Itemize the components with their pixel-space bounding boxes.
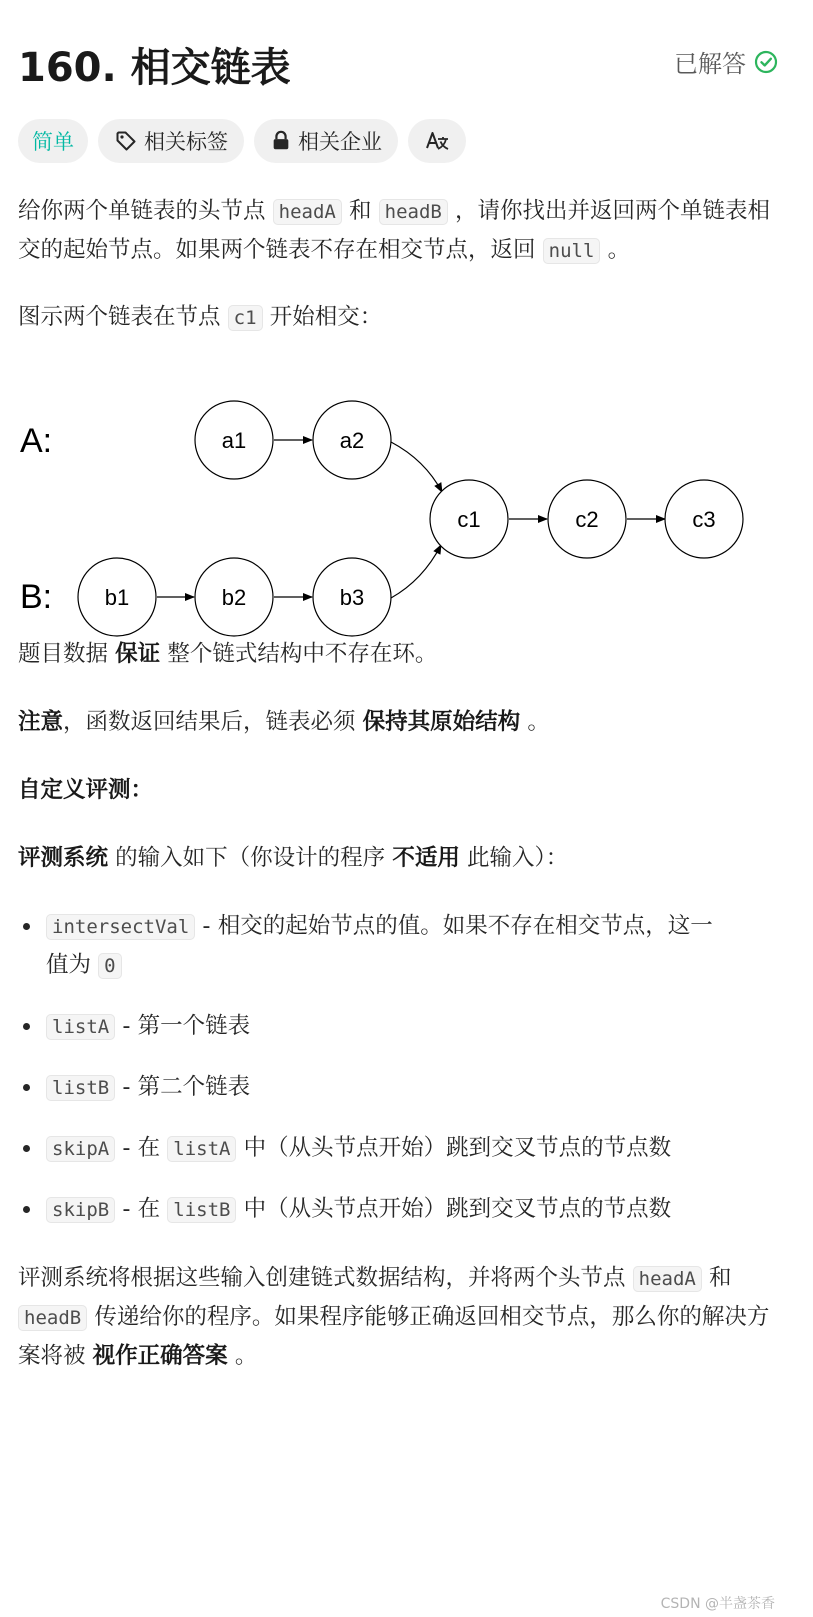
inline-code: listB	[167, 1197, 236, 1223]
related-companies-button[interactable]	[254, 119, 398, 163]
list-item	[18, 1007, 718, 1046]
final-paragraph	[18, 1259, 788, 1375]
related-tags-label: 相关标签	[144, 130, 228, 154]
text: 整个链式结构中不存在环。	[160, 641, 438, 667]
inline-code: c1	[228, 305, 263, 331]
list-b-label: B:	[20, 578, 53, 616]
node-label: b2	[221, 585, 247, 610]
bold-text: 视作正确答案	[92, 1343, 228, 1369]
inline-code: null	[543, 238, 601, 264]
text: 中（从头节点开始）跳到交叉节点的节点数	[236, 1196, 672, 1222]
inline-code: headB	[18, 1305, 87, 1331]
text: - 在	[115, 1135, 168, 1161]
inline-code: intersectVal	[46, 914, 195, 940]
text: 的输入如下（你设计的程序	[108, 845, 393, 871]
translate-button[interactable]	[408, 119, 466, 163]
edge-b3-c1	[391, 545, 441, 598]
problem-header	[18, 30, 778, 100]
bold-text: 保证	[115, 641, 161, 667]
bold-text: 不适用	[392, 845, 460, 871]
inline-code: listA	[167, 1136, 236, 1162]
inline-code: headA	[633, 1266, 702, 1292]
problem-title: 160. 相交链表	[18, 45, 291, 91]
desc-paragraph-2	[18, 298, 788, 337]
bold-text: 注意	[18, 709, 64, 735]
solved-status	[674, 44, 778, 79]
inline-code: listB	[46, 1075, 115, 1101]
node-label: a1	[221, 428, 247, 453]
custom-judge-intro	[18, 839, 788, 877]
text: 评测系统将根据这些输入创建链式数据结构，并将两个头节点	[18, 1265, 633, 1291]
text: 中（从头节点开始）跳到交叉节点的节点数	[236, 1135, 672, 1161]
node-label: b1	[104, 585, 130, 610]
text: 此输入）：	[459, 845, 569, 871]
node-label: c1	[457, 507, 481, 532]
text: - 在	[115, 1196, 168, 1222]
list-item	[18, 1129, 718, 1168]
text: 图示两个链表在节点	[18, 304, 228, 330]
lock-icon	[270, 130, 292, 152]
bold-text: 保持其原始结构	[362, 709, 521, 735]
node-label: c3	[692, 507, 716, 532]
input-list	[18, 907, 718, 1229]
text: 开始相交：	[262, 304, 383, 330]
text: - 第一个链表	[115, 1013, 251, 1039]
text: 和	[701, 1265, 732, 1291]
edge-a2-c1	[391, 442, 442, 492]
text: 。	[227, 1343, 258, 1369]
bold-text: 评测系统	[18, 845, 109, 871]
watermark: CSDN @半盏茶香	[660, 1596, 775, 1612]
text: 。	[600, 237, 631, 263]
solved-label: 已解答	[674, 50, 746, 78]
inline-code: skipA	[46, 1136, 115, 1162]
list-item	[18, 907, 718, 985]
difficulty-label: 简单	[32, 130, 74, 154]
inline-code: skipB	[46, 1197, 115, 1223]
node-label: b3	[339, 585, 365, 610]
related-companies-label: 相关企业	[298, 130, 382, 154]
check-circle-icon	[754, 50, 778, 74]
problem-description	[18, 192, 788, 1375]
tag-icon	[114, 129, 138, 153]
text: ，请你找出并返回两个单链表相交的起始节点。如果两个链表不存在相交节点，返回	[18, 198, 771, 263]
text: 题目数据	[18, 641, 116, 667]
text: 给你两个单链表的头节点	[18, 198, 273, 224]
inline-code: headA	[273, 199, 342, 225]
text: 和	[341, 198, 379, 224]
text: - 第二个链表	[115, 1074, 251, 1100]
desc-paragraph-1	[18, 192, 788, 270]
bold-text: 自定义评测：	[18, 777, 154, 803]
tag-bar	[18, 119, 466, 163]
node-label: c2	[575, 507, 599, 532]
list-a-label: A:	[20, 422, 53, 460]
difficulty-tag[interactable]	[18, 119, 88, 163]
text: ，函数返回结果后，链表必须	[63, 709, 363, 735]
note-paragraph	[18, 703, 788, 741]
inline-code: listA	[46, 1014, 115, 1040]
text: - 相交的起始节点的值。如果不存在相交节点，这一值为	[46, 913, 713, 978]
custom-judge-heading	[18, 771, 788, 809]
related-tags-button[interactable]	[98, 119, 244, 163]
linked-list-diagram	[10, 392, 790, 652]
inline-code: headB	[379, 199, 448, 225]
inline-code: 0	[98, 953, 121, 979]
node-label: a2	[339, 428, 365, 453]
list-item	[18, 1190, 718, 1229]
text: 。	[520, 709, 550, 735]
list-item	[18, 1068, 718, 1107]
text: 传递给你的程序。如果程序能够正确返回相交节点，那么你的解决方案将被	[18, 1304, 770, 1369]
translate-icon	[424, 129, 450, 153]
